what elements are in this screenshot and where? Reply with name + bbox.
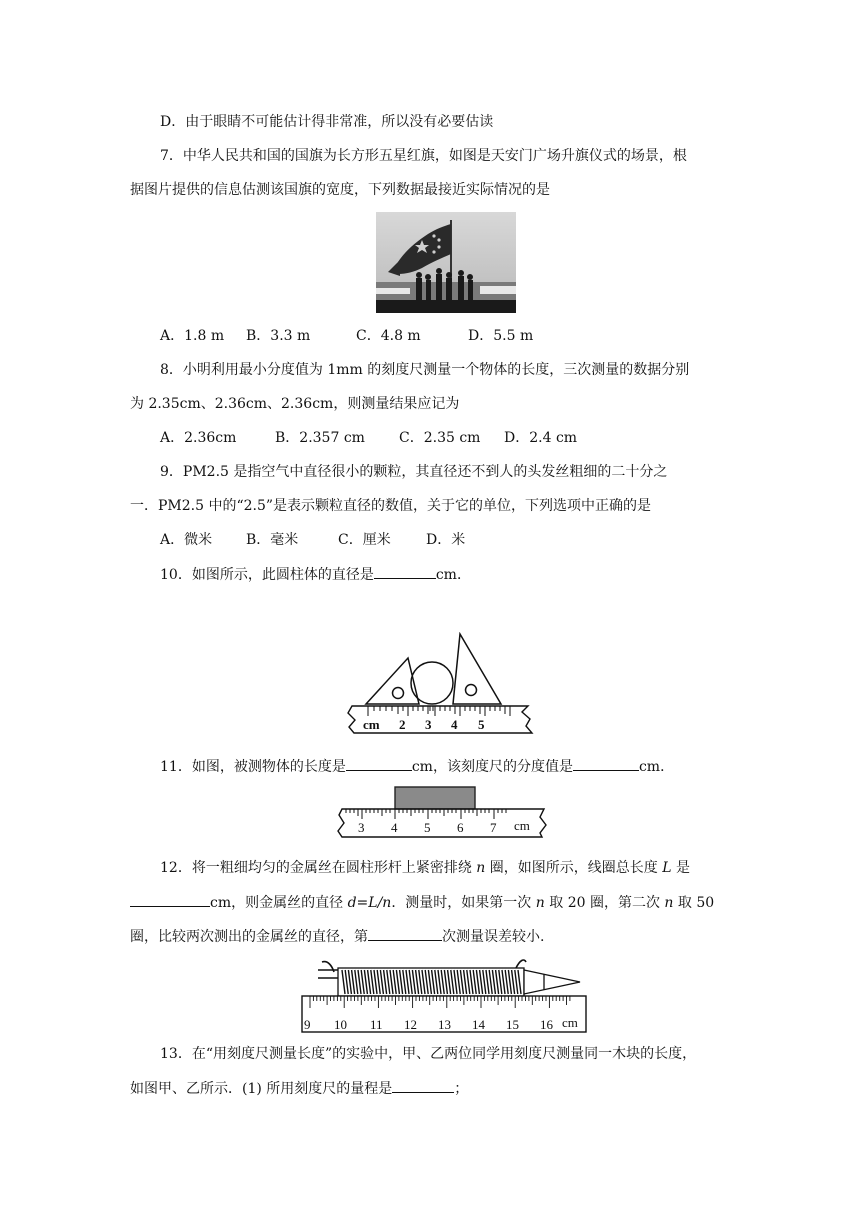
q9-option-a: A．微米 [160,532,213,548]
q7-stem-line2: 据图片提供的信息估测该国旗的宽度，下列数据最接近实际情况的是 [130,182,550,198]
q12-line2-b: ．测量时，如果第一次 [391,895,532,911]
q12-line3-b: 次测量误差较小. [442,929,545,945]
q12-line2-a: cm，则金属丝的直径 [210,895,344,911]
q11-stem [160,756,674,777]
q12-stem-line2 [130,892,714,913]
q8-option-a: A．2.36cm [160,430,237,446]
flag-raising-photo [376,212,516,313]
q11-ruler-label-5: 5 [424,820,431,835]
q12-stem-line3 [130,926,544,947]
measured-block [395,787,475,809]
q13-stem-line1: 13．在“用刻度尺测量长度”的实验中，甲、乙两位同学用刻度尺测量同一木块的长度， [160,1046,697,1062]
q12-ruler-label-10: 10 [334,1017,347,1032]
q11-ruler-figure [336,786,550,840]
q9-stem-line2: 一．PM2.5 中的“2.5”是表示颗粒直径的数值，关于它的单位，下列选项中正确的是 [130,498,652,514]
q11-ruler-label-4: 4 [391,820,398,835]
q11-ruler-label-6: 6 [457,820,464,835]
q10-answer-blank[interactable] [374,564,436,579]
q10-text-after: cm． [435,567,471,583]
q12-ruler-label-15: 15 [506,1017,519,1032]
q11-text-a: 11．如图，被测物体的长度是 [160,759,346,775]
q12-line1-a: 12．将一粗细均匀的金属丝在圆柱形杆上紧密排绕 [160,860,472,876]
q10-ruler-label-5: 5 [478,717,485,732]
q12-var-n-second: n [664,895,674,911]
q12-stem-line1 [160,858,690,878]
q10-stem [160,564,471,585]
q12-formula: d=L/n [347,895,392,911]
q9-stem-line1: 9．PM2.5 是指空气中直径很小的颗粒，其直径还不到人的头发丝粗细的二十分之 [160,464,668,480]
q11-ruler-label-cm: cm [514,818,530,833]
q9-options [160,530,465,550]
q11-ruler-label-7: 7 [490,820,497,835]
q12-ruler-label-13: 13 [438,1017,451,1032]
q12-ruler-label-12: 12 [404,1017,417,1032]
q13-stem-line2 [130,1078,468,1099]
q10-ruler-label-2: 2 [399,717,406,732]
q10-text-before: 10．如图所示，此圆柱体的直径是 [160,567,374,583]
q11-text-b: cm，该刻度尺的分度值是 [411,759,573,775]
q8-option-b: B．2.357 cm [275,430,365,446]
q12-line2-c: 取 20 圈，第二次 [549,895,660,911]
q8-option-d: D．2.4 cm [504,430,578,446]
q7-option-a: A．1.8 m [160,328,225,344]
q7-options [160,326,533,346]
q12-ruler-label-14: 14 [472,1017,485,1032]
q7-option-c: C．4.8 m [356,328,421,344]
q13-answer-blank[interactable] [392,1078,454,1093]
small-circle-left-icon [393,688,404,699]
q12-line1-b: 圈，如图所示，线圈总长度 [489,860,658,876]
q12-ruler-label-11: 11 [370,1017,383,1032]
q11-ruler-label-3: 3 [358,820,365,835]
q12-var-n-first: n [535,895,545,911]
q12-ruler-label-cm: cm [562,1015,578,1030]
q8-stem-line1: 8．小明利用最小分度值为 1mm 的刻度尺测量一个物体的长度，三次测量的数据分别 [160,362,690,378]
q7-option-b: B．3.3 m [246,328,311,344]
q12-var-L: L [662,860,672,876]
q8-stem-line2: 为 2.35cm、2.36cm、2.36cm，则测量结果应记为 [130,396,460,412]
q8-option-c: C．2.35 cm [399,430,481,446]
q11-answer-blank-1[interactable] [346,756,412,771]
q10-triangles-cylinder-figure [344,632,536,736]
q12-line1-c: 是 [675,860,690,876]
q8-options [160,428,577,448]
q11-text-c: cm． [638,759,675,775]
q12-line3-a: 圈，比较两次测出的金属丝的直径，第 [130,929,368,945]
q12-line2-d: 取 50 [677,895,715,911]
cylinder-cross-section [411,662,453,704]
q9-option-b: B．毫米 [246,532,299,548]
q12-var-n: n [476,860,486,876]
q10-ruler-label-4: 4 [451,717,458,732]
q13-line2-b: ； [454,1081,469,1097]
small-circle-right-icon [466,685,477,696]
q13-line2-a: 如图甲、乙所示．(1) 所用刻度尺的量程是 [130,1081,393,1097]
q7-stem-line1: 7．中华人民共和国的国旗为长方形五星红旗，如图是天安门广场升旗仪式的场景，根 [160,148,687,164]
q6-option-d: D．由于眼睛不可能估计得非常准，所以没有必要估读 [160,114,494,130]
q7-option-d: D．5.5 m [468,328,534,344]
q9-option-d: D．米 [426,532,466,548]
q10-ruler-label-3: 3 [425,717,432,732]
q12-coil-ruler-figure [298,956,590,1034]
q12-answer-blank-1[interactable] [130,892,210,907]
q10-ruler-label-cm: cm [363,717,380,732]
q9-option-c: C．厘米 [338,532,391,548]
q12-ruler-label-9: 9 [304,1017,311,1032]
q12-ruler-label-16: 16 [540,1017,553,1032]
q12-answer-blank-2[interactable] [368,926,442,941]
q11-answer-blank-2[interactable] [573,756,639,771]
